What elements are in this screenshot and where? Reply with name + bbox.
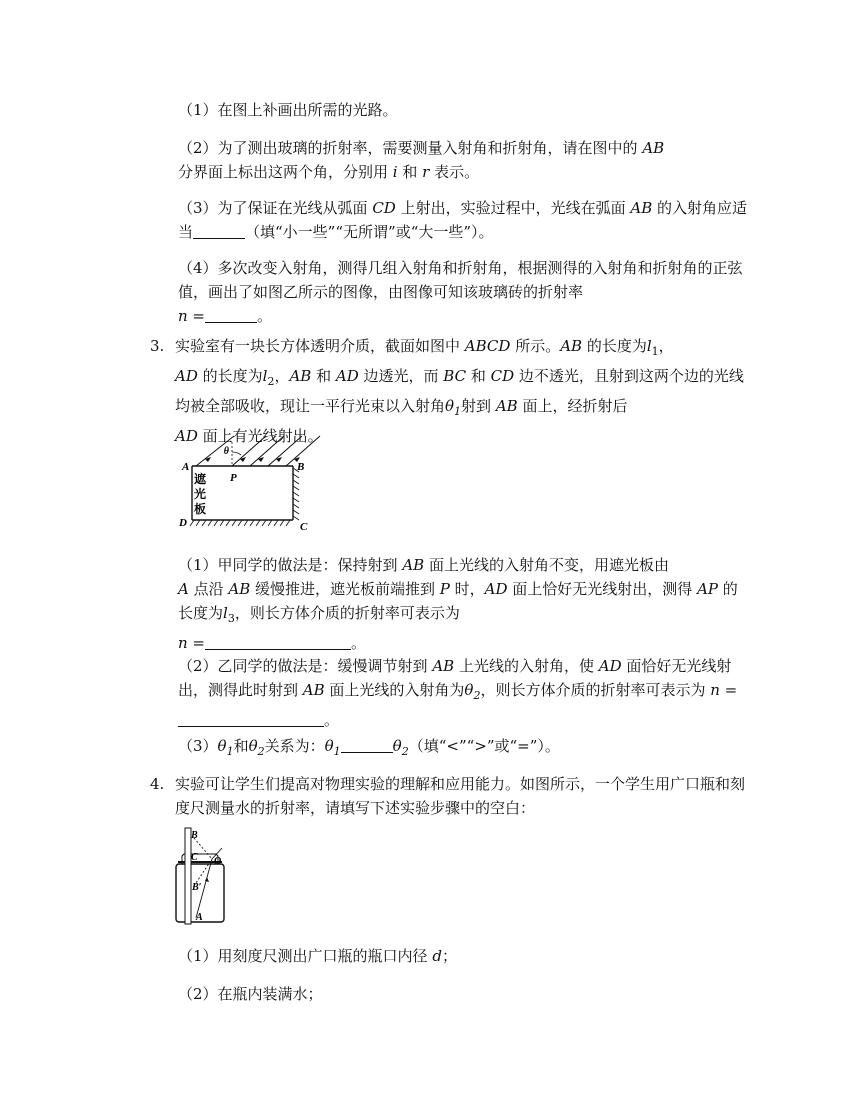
- question-4-stem: [175, 772, 750, 820]
- math: AD: [484, 580, 508, 598]
- math: AB: [495, 397, 518, 415]
- label-a: A: [182, 461, 190, 473]
- text: 面恰好无光线射出，测得此时射到: [178, 657, 732, 699]
- q4-sub-2: [178, 982, 748, 1006]
- math: θ: [217, 737, 227, 755]
- q4-sub-1: [178, 944, 748, 968]
- text: 上射出，实验过程中，光线在弧面: [395, 199, 631, 217]
- q3-sub-3: [178, 734, 748, 764]
- text: 射到: [461, 397, 496, 415]
- text: 面上恰好无光线射出，测得: [507, 580, 698, 598]
- math-i: i: [392, 163, 398, 181]
- answer-blank[interactable]: [178, 710, 324, 727]
- text: 面上光线的入射角不变，用遮光板由: [424, 556, 669, 574]
- text: （1）用刻度尺测出广口瓶的瓶口内径: [178, 947, 433, 965]
- subscript: 1: [333, 745, 341, 758]
- label-theta: θ: [223, 446, 229, 457]
- answer-blank[interactable]: [205, 633, 351, 650]
- board-label: 光: [194, 487, 207, 501]
- text: 所示。: [510, 337, 561, 355]
- subscript: 1: [651, 345, 659, 358]
- math: AD: [175, 427, 198, 445]
- question-3-stem: [175, 334, 750, 448]
- math: n =: [710, 681, 738, 699]
- text: ，则长方体介质的折射率可表示为: [234, 604, 460, 622]
- math: l: [262, 367, 268, 385]
- angle-arc: [232, 452, 241, 455]
- math-cd: CD: [372, 199, 396, 217]
- text: 上光线的入射角，使: [454, 657, 599, 675]
- hatch-bc: [293, 468, 299, 520]
- sub-question-1: [178, 98, 748, 122]
- subscript: 2: [267, 375, 275, 388]
- question-4-figure: [172, 826, 232, 926]
- text: （2）为了测出玻璃的折射率，需要测量入射角和折射角，请在图中的: [178, 139, 643, 157]
- math-d: d: [432, 947, 442, 965]
- label-b-prime: B′: [192, 882, 202, 893]
- subscript: 1: [226, 745, 234, 758]
- math-ab: AB: [630, 199, 653, 217]
- label-p: P: [230, 472, 237, 484]
- text: 点沿: [188, 580, 229, 598]
- text: （1）在图上补画出所需的光路。: [178, 101, 398, 119]
- label-c: C: [300, 521, 308, 533]
- text: （2）在瓶内装满水；: [178, 985, 323, 1003]
- sub-question-3: [178, 196, 748, 244]
- text: 实验可让学生们提高对物理实验的理解和应用能力。如图所示，一个学生用广口瓶和刻度尺测量水的折射率，请填写下述实验步骤中的空白：: [175, 775, 746, 817]
- answer-blank[interactable]: [205, 306, 257, 323]
- math: l: [223, 604, 228, 622]
- text: 面上有光线射出。: [197, 427, 323, 445]
- label-a: A: [196, 912, 203, 923]
- text: 。: [257, 307, 273, 325]
- math: l: [646, 337, 652, 355]
- ray-arrows: [205, 457, 300, 462]
- math: θ: [324, 737, 334, 755]
- math: θ: [464, 681, 474, 699]
- text: （填“<”“>”或“=”）。: [408, 737, 560, 755]
- q3-sub-1: [178, 553, 748, 655]
- math: AD: [335, 367, 359, 385]
- subscript: 1: [454, 405, 462, 418]
- math-r: r: [422, 163, 430, 181]
- text: 面上，经折射后: [517, 397, 628, 415]
- text: 的长度为: [178, 580, 738, 622]
- math: AB: [289, 367, 312, 385]
- text: 的入射角应适当: [178, 199, 748, 241]
- text: 的长度为: [197, 367, 263, 385]
- text: 。: [324, 711, 340, 729]
- math: P: [439, 580, 450, 598]
- math: AD: [598, 657, 622, 675]
- question-number: 3.: [150, 337, 165, 355]
- label-b: B: [191, 830, 198, 841]
- label-c: C: [191, 852, 198, 863]
- answer-blank[interactable]: [193, 222, 245, 239]
- math: n =: [178, 634, 205, 652]
- text: 时，: [449, 580, 485, 598]
- text: 和: [466, 367, 491, 385]
- sub-question-4: [178, 256, 748, 328]
- hatch-cd: [190, 520, 290, 526]
- subscript: 2: [473, 689, 481, 702]
- text: （4）多次改变入射角，测得几组入射角和折射角，根据测得的入射角和折射角的正弦值，画出了如图乙所示的图像，由图像可知该玻璃砖的折射率: [178, 259, 743, 301]
- math: BC: [443, 367, 467, 385]
- math: A: [178, 580, 189, 598]
- math: AB: [560, 337, 583, 355]
- text: （3）: [178, 737, 218, 755]
- text: ；: [441, 947, 457, 965]
- text: 和: [397, 163, 423, 181]
- math: AP: [697, 580, 719, 598]
- math: AB: [432, 657, 455, 675]
- text: 边透光，而: [358, 367, 444, 385]
- math: CD: [490, 367, 515, 385]
- math: θ: [248, 737, 258, 755]
- text: （填“小一些”“无所谓”或“大一些”）。: [245, 223, 494, 241]
- text: 关系为：: [264, 737, 325, 755]
- text: 实验室有一块长方体透明介质，截面如图中: [175, 337, 465, 355]
- math: AB: [228, 580, 251, 598]
- math: θ: [445, 397, 455, 415]
- text: 缓慢推进，遮光板前端推到: [250, 580, 440, 598]
- text: 面上光线的入射角为: [324, 681, 465, 699]
- label-b: B: [297, 461, 305, 473]
- ruler: [185, 828, 191, 924]
- text: （3）为了保证在光线从弧面: [178, 199, 373, 217]
- text: 边不透光，且射到这两个边的光线均被全部吸收，现让一平行光束以入射角: [175, 367, 744, 415]
- math: AB: [302, 681, 325, 699]
- text: ，: [658, 337, 674, 355]
- subscript: 3: [227, 612, 235, 625]
- sub-question-2: [178, 136, 748, 184]
- math: AD: [175, 367, 198, 385]
- text: ，则长方体介质的折射率可表示为: [480, 681, 711, 699]
- text: 。: [351, 634, 367, 652]
- answer-blank[interactable]: [341, 736, 393, 753]
- q3-sub-2: [178, 654, 748, 732]
- math-n: n =: [178, 307, 205, 325]
- text: 和: [233, 737, 249, 755]
- subscript: 2: [401, 745, 409, 758]
- text: （1）甲同学的做法是：保持射到: [178, 556, 403, 574]
- question-number: 4.: [150, 775, 165, 793]
- math-ab: AB: [642, 139, 665, 157]
- board-label: 遮: [194, 472, 207, 486]
- math: AB: [402, 556, 425, 574]
- text: 表示。: [429, 163, 480, 181]
- board-label: 板: [194, 502, 207, 516]
- subscript: 2: [257, 745, 265, 758]
- math: θ: [392, 737, 402, 755]
- text: ，: [274, 367, 290, 385]
- label-o: O: [214, 856, 222, 867]
- math: ABCD: [464, 337, 511, 355]
- text: （2）乙同学的做法是：缓慢调节射到: [178, 657, 433, 675]
- question-3-figure: [174, 432, 334, 538]
- label-d: D: [179, 517, 187, 529]
- text: 和: [311, 367, 336, 385]
- text: 分界面上标出这两个角，分别用: [178, 163, 393, 181]
- text: 的长度为: [582, 337, 647, 355]
